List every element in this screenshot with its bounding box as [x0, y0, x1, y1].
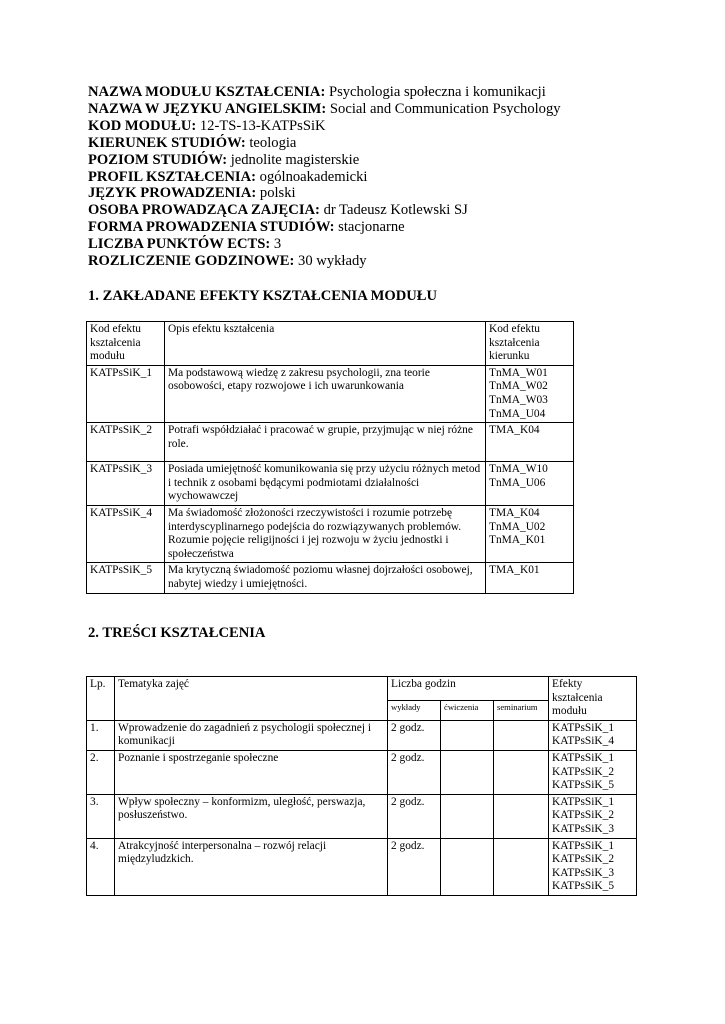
table-header-row — [87, 322, 574, 366]
header-hours: Liczba godzin — [388, 677, 549, 701]
row-exercises — [441, 720, 494, 750]
meta-hours: ROZLICZENIE GODZINOWE: 30 wykłady — [88, 253, 367, 270]
row-effects: KATPsSiK_1 KATPsSiK_2 KATPsSiK_3 KATPsSiK_5 — [549, 838, 637, 895]
meta-profile: PROFIL KSZTAŁCENIA: ogólnoakademicki — [88, 168, 368, 185]
meta-module-code: KOD MODUŁU: 12-TS-13-KATPsSiK — [88, 117, 326, 134]
row-seminar — [494, 720, 549, 750]
header-exercises: ćwiczenia — [441, 700, 494, 720]
row-exercises — [441, 750, 494, 794]
row-seminar — [494, 794, 549, 838]
header-description: Opis efektu kształcenia — [165, 322, 486, 366]
header-topic: Tematyka zajęć — [115, 677, 388, 721]
row-effects: KATPsSiK_1 KATPsSiK_4 — [549, 720, 637, 750]
header-module-code: Kod efektu kształcenia modułu — [87, 322, 165, 366]
table-row — [87, 505, 574, 562]
outcome-direction-codes: TMA_K04 TnMA_U02 TnMA_K01 — [486, 505, 574, 562]
outcome-code: KATPsSiK_5 — [87, 563, 165, 593]
table-row — [87, 462, 574, 506]
outcome-code: KATPsSiK_3 — [87, 462, 165, 506]
outcome-direction-codes: TMA_K01 — [486, 563, 574, 593]
section-2-title: 2. TREŚCI KSZTAŁCENIA — [88, 625, 266, 641]
header-lp: Lp. — [87, 677, 115, 721]
module-metadata — [88, 84, 640, 270]
table-row — [87, 423, 574, 462]
outcome-direction-codes: TMA_K04 — [486, 423, 574, 462]
table-row — [87, 563, 574, 593]
meta-study-form: FORMA PROWADZENIA STUDIÓW: stacjonarne — [88, 219, 405, 236]
table-row — [87, 838, 637, 895]
row-seminar — [494, 750, 549, 794]
row-exercises — [441, 794, 494, 838]
meta-ects: LICZBA PUNKTÓW ECTS: 3 — [88, 236, 282, 253]
row-lecture: 2 godz. — [388, 794, 441, 838]
meta-english-name: NAZWA W JĘZYKU ANGIELSKIM: Social and Communication Psychology — [88, 100, 561, 117]
outcome-direction-codes: TnMA_W10 TnMA_U06 — [486, 462, 574, 506]
section-1-title: 1. ZAKŁADANE EFEKTY KSZTAŁCENIA MODUŁU — [88, 288, 438, 304]
meta-field-of-study: KIERUNEK STUDIÓW: teologia — [88, 134, 297, 151]
row-lp: 1. — [87, 720, 115, 750]
learning-outcomes-table — [86, 321, 574, 594]
row-topic: Wpływ społeczny – konformizm, uległość, perswazja, posłuszeństwo. — [115, 794, 388, 838]
outcome-direction-codes: TnMA_W01 TnMA_W02 TnMA_W03 TnMA_U04 — [486, 365, 574, 422]
row-effects: KATPsSiK_1 KATPsSiK_2 KATPsSiK_3 — [549, 794, 637, 838]
outcome-description: Ma podstawową wiedzę z zakresu psychologii, zna teorie osobowości, etapy rozwojowe i ich uwarunkowania — [165, 365, 486, 422]
outcome-code: KATPsSiK_2 — [87, 423, 165, 462]
row-topic: Poznanie i spostrzeganie społeczne — [115, 750, 388, 794]
row-lecture: 2 godz. — [388, 750, 441, 794]
table-row — [87, 750, 637, 794]
meta-lecturer: OSOBA PROWADZĄCA ZAJĘCIA: dr Tadeusz Kotlewski SJ — [88, 202, 468, 219]
header-seminar: seminarium — [494, 700, 549, 720]
outcome-description: Potrafi współdziałać i pracować w grupie, przyjmując w niej różne role. — [165, 423, 486, 462]
table-header-row — [87, 677, 637, 701]
table-row — [87, 720, 637, 750]
row-lp: 4. — [87, 838, 115, 895]
row-lp: 2. — [87, 750, 115, 794]
header-effects: Efekty kształcenia modułu — [549, 677, 637, 721]
table-row — [87, 794, 637, 838]
table-row — [87, 365, 574, 422]
row-exercises — [441, 838, 494, 895]
meta-language: JĘZYK PROWADZENIA: polski — [88, 185, 296, 202]
meta-module-name: NAZWA MODUŁU KSZTAŁCENIA: Psychologia społeczna i komunikacji — [88, 84, 546, 100]
outcome-code: KATPsSiK_4 — [87, 505, 165, 562]
course-content-table — [86, 676, 637, 896]
row-lecture: 2 godz. — [388, 720, 441, 750]
header-lecture: wykłady — [388, 700, 441, 720]
outcome-description: Ma świadomość złożoności rzeczywistości i rozumie potrzebę interdyscyplinarnego podejścia do rozwiązywanych problemów. Rozumie pojęcie religijności i jej rozwoju w życiu jednostki i społeczeństwa — [165, 505, 486, 562]
row-lecture: 2 godz. — [388, 838, 441, 895]
outcome-code: KATPsSiK_1 — [87, 365, 165, 422]
row-topic: Atrakcyjność interpersonalna – rozwój relacji międzyludzkich. — [115, 838, 388, 895]
row-lp: 3. — [87, 794, 115, 838]
row-effects: KATPsSiK_1 KATPsSiK_2 KATPsSiK_5 — [549, 750, 637, 794]
meta-study-level: POZIOM STUDIÓW: jednolite magisterskie — [88, 151, 360, 168]
row-seminar — [494, 838, 549, 895]
header-direction-code: Kod efektu kształcenia kierunku — [486, 322, 574, 366]
row-topic: Wprowadzenie do zagadnień z psychologii społecznej i komunikacji — [115, 720, 388, 750]
outcome-description: Posiada umiejętność komunikowania się przy użyciu różnych metod i technik z osobami będącymi podmiotami działalności wychowawczej — [165, 462, 486, 506]
outcome-description: Ma krytyczną świadomość poziomu własnej dojrzałości osobowej, nabytej wiedzy i umiejętności. — [165, 563, 486, 593]
